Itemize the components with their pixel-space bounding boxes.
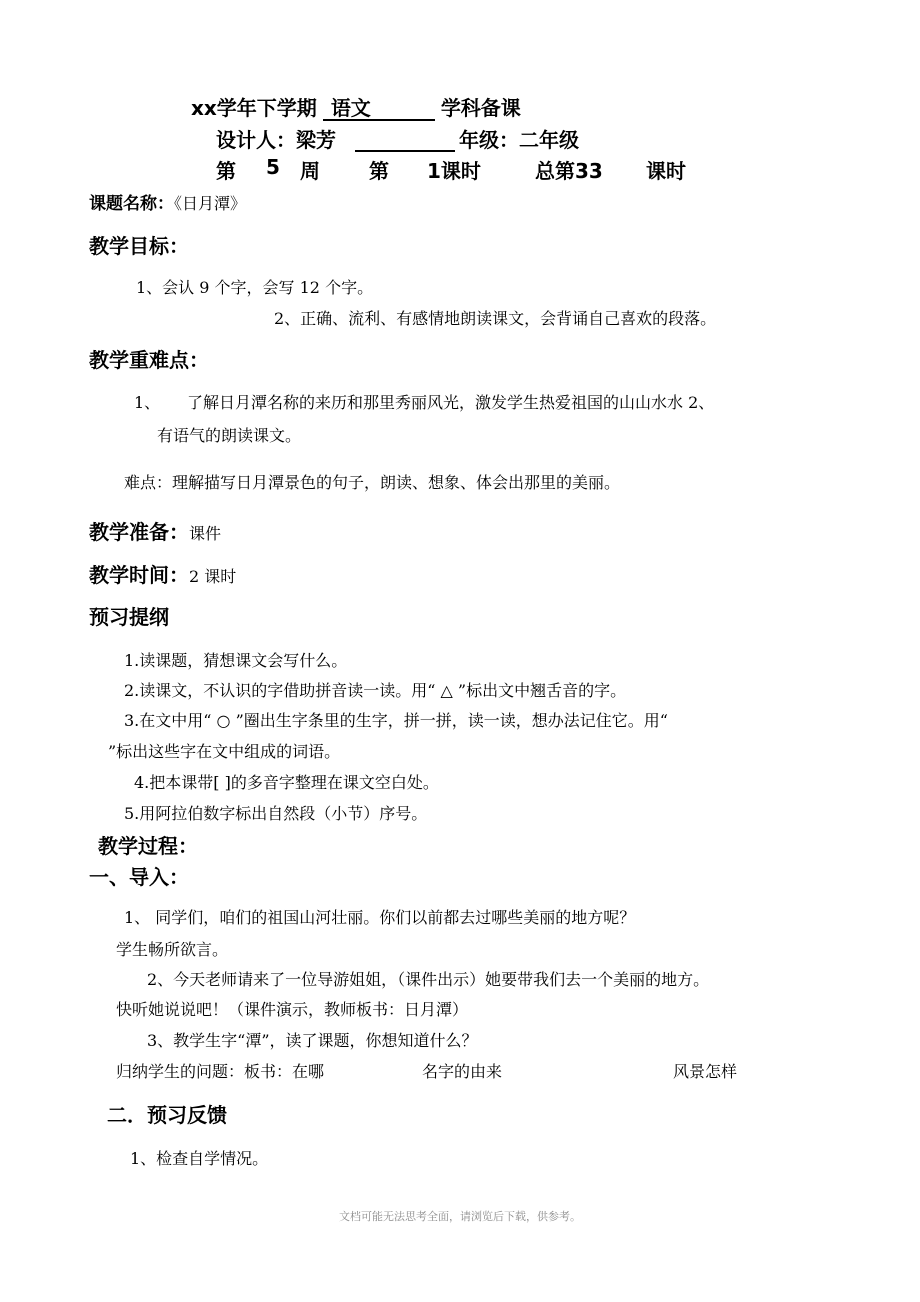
preview-item-2: 2.读课文，不认识的字借助拼音读一读。用“ △ ”标出文中翘舌音的字。 — [124, 681, 627, 700]
header-designer: 设计人：梁芳 — [216, 128, 336, 152]
preview-item-5: 5.用阿拉伯数字标出自然段（小节）序号。 — [124, 804, 428, 823]
preview-item-4: 4.把本课带[ ]的多音字整理在课文空白处。 — [134, 773, 439, 792]
header-week-post: 周 — [300, 159, 320, 183]
section-1-line-1: 1、 同学们，咱们的祖国山河壮丽。你们以前都去过哪些美丽的地方呢？ — [124, 908, 636, 927]
goal-item-1: 1、会认 9 个字，会写 12 个字。 — [136, 278, 374, 297]
header-week-num: 5 — [266, 155, 280, 179]
topic-label: 课题名称： — [89, 194, 174, 214]
section-1-line-2: 学生畅所欲言。 — [116, 940, 229, 959]
difficulty-line: 难点：理解描写日月潭景色的句子，朗读、想象、体会出那里的美丽。 — [124, 473, 621, 492]
preview-item-3: 3.在文中用“ ○ ”圈出生字条里的生字，拼一拼，读一读，想办法记住它。用“ — [124, 711, 668, 730]
process-heading: 教学过程： — [98, 834, 198, 858]
header-school-year: xx学年下学期 — [191, 96, 317, 120]
goals-heading: 教学目标： — [89, 234, 189, 258]
goal-item-2: 2、正确、流利、有感情地朗读课文，会背诵自己喜欢的段落。 — [274, 309, 717, 328]
header-total: 总第33 — [535, 159, 603, 183]
header-line-1 — [191, 92, 521, 121]
prep-label: 教学准备： — [89, 520, 189, 544]
preview-heading: 预习提纲 — [89, 605, 169, 629]
section-2-heading: 二．预习反馈 — [107, 1103, 227, 1127]
key-points-heading: 教学重难点： — [89, 348, 209, 372]
preview-item-3-cont: ”标出这些字在文中组成的词语。 — [108, 742, 341, 761]
section-1-heading: 一、导入： — [89, 865, 189, 889]
key-point-num: 1、 — [134, 393, 161, 412]
header-total-post: 课时 — [646, 159, 686, 183]
prep-line — [89, 516, 221, 545]
header-week-pre: 第 — [216, 159, 236, 183]
header-lesson: 1课时 — [427, 159, 481, 183]
page-footer: 文档可能无法思考全面，请浏览后下载，供参考。 — [339, 1210, 581, 1223]
topic-line — [89, 189, 246, 214]
section-1-line-4: 快听她说说吧！（课件演示，教师板书：日月潭） — [116, 1000, 469, 1019]
time-value: 2 课时 — [189, 567, 237, 586]
time-line — [89, 559, 236, 588]
section-1-line-3: 2、今天老师请来了一位导游姐姐，（课件出示）她要带我们去一个美丽的地方。 — [147, 970, 710, 989]
header-suffix: 学科备课 — [440, 96, 521, 120]
topic-value: 《日月潭》 — [174, 194, 247, 213]
section-2-line-1: 1、检查自学情况。 — [130, 1149, 269, 1168]
preview-item-1: 1.读课题，猜想课文会写什么。 — [124, 651, 348, 670]
prep-value: 课件 — [189, 524, 222, 543]
summary-label: 归纳学生的问题：板书：在哪 — [116, 1062, 325, 1081]
header-designer-underline — [355, 150, 455, 152]
header-grade: 年级：二年级 — [459, 128, 579, 152]
key-point-line-2: 有语气的朗读课文。 — [157, 426, 302, 445]
header-subject: 语文 — [323, 97, 435, 121]
header-lesson-pre: 第 — [369, 159, 389, 183]
summary-q3: 风景怎样 — [673, 1062, 738, 1081]
section-1-line-5: 3、教学生字“潭”，读了课题，你想知道什么？ — [147, 1031, 478, 1050]
key-point-line-1: 了解日月潭名称的来历和那里秀丽风光，激发学生热爱祖国的山山水水 2、 — [187, 393, 715, 412]
summary-q2: 名字的由来 — [422, 1062, 503, 1081]
time-label: 教学时间： — [89, 563, 189, 587]
